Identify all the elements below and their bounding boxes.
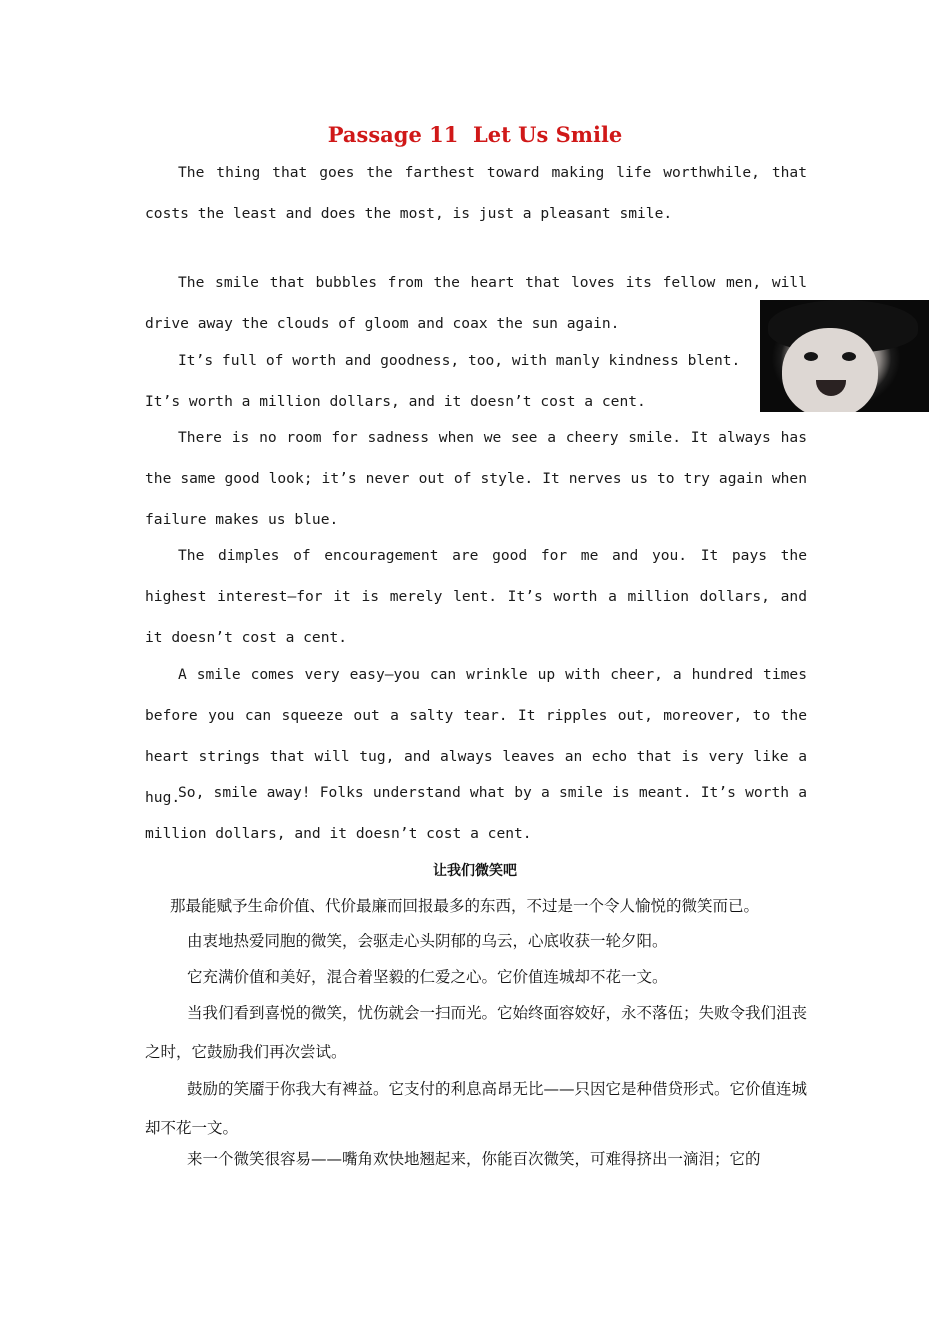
english-paragraph-1: The thing that goes the farthest toward making life worthwhile, that costs the least and does the most, is just a pleasant smile.	[145, 164, 807, 222]
smiling-child-photo	[760, 300, 929, 412]
english-paragraph-4: It’s worth a million dollars, and it doesn’t cost a cent.	[145, 393, 646, 410]
english-paragraph-3: It’s full of worth and goodness, too, with manly kindness blent.	[178, 352, 741, 369]
chinese-paragraph-2: 由衷地热爱同胞的微笑，会驱走心头阴郁的乌云，心底收获一轮夕阳。	[187, 932, 668, 950]
chinese-paragraph-5: 鼓励的笑靥于你我大有裨益。它支付的利息高昂无比——只因它是种借贷形式。它价值连城却不花一文。	[145, 1080, 808, 1137]
english-paragraph-8: So, smile away! Folks understand what by a smile is meant. It’s worth a million dollars, and it doesn’t cost a cent.	[145, 784, 807, 842]
chinese-title: 让我们微笑吧	[433, 863, 517, 879]
chinese-paragraph-4: 当我们看到喜悦的微笑，忧伤就会一扫而光。它始终面容姣好，永不落伍；失败令我们沮丧之时，它鼓励我们再次尝试。	[145, 1004, 808, 1061]
english-paragraph-6: The dimples of encouragement are good for me and you. It pays the highest interest—for it is merely lent. It’s worth a million dollars, and it doesn’t cost a cent.	[145, 547, 807, 646]
english-paragraph-7: A smile comes very easy—you can wrinkle up with cheer, a hundred times before you can squeeze out a salty tear. It ripples out, moreover, to the heart strings that will tug, and always leaves an echo that is very like a hug.	[145, 666, 807, 806]
english-paragraph-5: There is no room for sadness when we see a cheery smile. It always has the same good look; it’s never out of style. It nerves us to try again when failure makes us blue.	[145, 429, 807, 528]
chinese-paragraph-1: 那最能赋予生命价值、代价最廉而回报最多的东西，不过是一个令人愉悦的微笑而已。	[170, 897, 760, 915]
english-paragraph-2: The smile that bubbles from the heart that loves its fellow men, will drive away the clouds of gloom and coax the sun again.	[145, 274, 807, 332]
chinese-paragraph-3: 它充满价值和美好，混合着坚毅的仁爱之心。它价值连城却不花一文。	[187, 968, 668, 986]
passage-title: Passage 11 Let Us Smile	[327, 122, 623, 147]
chinese-paragraph-6: 来一个微笑很容易——嘴角欢快地翘起来，你能百次微笑，可难得挤出一滴泪；它的	[187, 1150, 761, 1168]
